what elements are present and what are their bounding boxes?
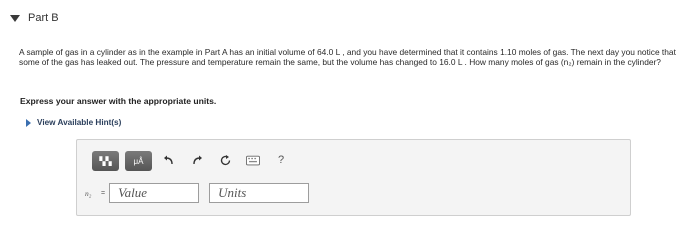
view-hints-label: View Available Hint(s) — [37, 118, 122, 127]
redo-icon[interactable] — [190, 153, 204, 167]
part-header[interactable] — [10, 12, 59, 24]
editor-actions — [162, 153, 288, 167]
part-title: Part B — [28, 12, 59, 24]
answer-row — [85, 183, 309, 203]
answer-box — [76, 139, 631, 216]
symbols-icon: μÅ — [133, 156, 144, 166]
units-input[interactable] — [209, 183, 309, 203]
keyboard-icon[interactable] — [246, 153, 260, 167]
templates-icon: ▚▚ — [99, 156, 112, 166]
symbols-button[interactable] — [125, 151, 152, 171]
expand-caret-icon — [26, 119, 31, 127]
answer-toolbar — [92, 151, 152, 171]
equals-sign: = — [101, 189, 106, 197]
question-text: A sample of gas in a cylinder as in the example in Part A has an initial volume of 64.0 L , and you have determined that it contains 1.10 moles of gas. The next day you notice that some of the gas has leaked out. The pressure and temperature remain the same, but the volume has changed to 16.0 L . How many moles of gas (n₂) remain in the cylinder? — [19, 47, 676, 68]
collapse-caret-icon[interactable] — [10, 15, 20, 22]
variable-label: n₂ — [85, 188, 92, 198]
instruction-text: Express your answer with the appropriate units. — [20, 96, 217, 106]
view-hints-toggle[interactable] — [26, 118, 121, 127]
help-icon[interactable]: ? — [277, 154, 285, 166]
reset-icon[interactable] — [218, 153, 232, 167]
templates-button[interactable] — [92, 151, 119, 171]
undo-icon[interactable] — [162, 153, 176, 167]
value-input[interactable] — [109, 183, 199, 203]
